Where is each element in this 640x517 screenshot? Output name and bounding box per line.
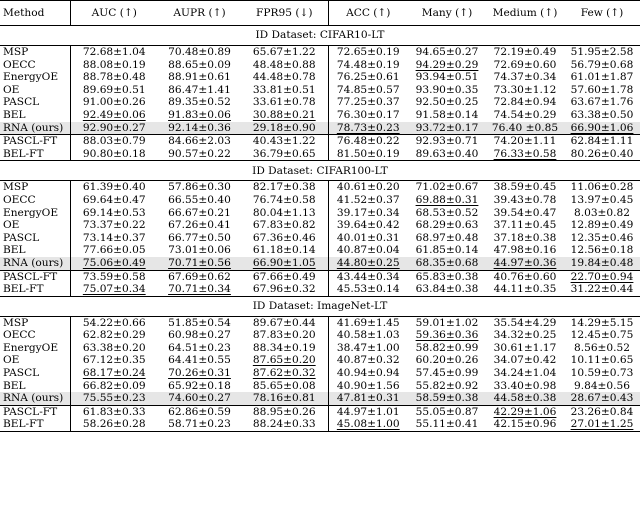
- value-cell: 11.06±0.28: [570, 181, 634, 194]
- value-cell: 40.61±0.20: [328, 181, 408, 194]
- value-cell: 44.48±0.78: [252, 71, 316, 84]
- value-cell: 71.02±0.67: [415, 181, 479, 194]
- value-cell: 8.56±0.52: [573, 341, 631, 354]
- value-cell: 74.54±0.29: [493, 108, 557, 121]
- value-cell: 28.67±0.43: [564, 392, 640, 405]
- header-many: Many (↑): [408, 1, 486, 26]
- value-cell: 72.69±0.60: [493, 58, 557, 71]
- value-cell: 88.91±0.61: [168, 71, 231, 84]
- value-cell: 59.36±0.36: [415, 329, 479, 342]
- header-few: Few (↑): [564, 1, 640, 26]
- table-body: [0, 26, 640, 432]
- value-cell: 8.03±0.82: [573, 206, 631, 219]
- value-cell: 34.24±1.04: [493, 367, 557, 380]
- value-cell: 75.55±0.23: [70, 392, 158, 405]
- value-cell: 87.83±0.20: [252, 329, 316, 342]
- value-cell: 61.83±0.33: [70, 405, 158, 418]
- value-cell: 87.65±0.20: [252, 354, 316, 367]
- header-auc: AUC (↑): [70, 1, 158, 26]
- table-row: [0, 96, 640, 109]
- method-cell: PASCL-FT: [0, 135, 70, 148]
- value-cell: 27.01±1.25: [564, 418, 640, 431]
- value-cell: 47.98±0.16: [493, 244, 557, 257]
- value-cell: 35.54±4.29: [493, 316, 557, 329]
- section-header-row: [0, 161, 640, 181]
- value-cell: 30.61±1.17: [493, 341, 557, 354]
- table-row: [0, 367, 640, 380]
- value-cell: 92.14±0.36: [158, 122, 241, 135]
- value-cell: 55.82±0.92: [415, 379, 479, 392]
- table-row: [0, 219, 640, 232]
- value-cell: 73.30±1.12: [493, 83, 557, 96]
- method-cell: PASCL: [3, 367, 40, 380]
- value-cell: 40.01±0.31: [328, 232, 408, 245]
- value-cell: 54.22±0.66: [70, 316, 158, 329]
- value-cell: 23.26±0.84: [564, 405, 640, 418]
- method-cell: BEL: [3, 379, 26, 392]
- value-cell: 59.01±1.02: [415, 316, 479, 329]
- header-aupr: AUPR (↑): [158, 1, 241, 26]
- value-cell: 55.05±0.87: [408, 405, 486, 418]
- method-cell: OECC: [3, 193, 36, 206]
- value-cell: 67.66±0.49: [241, 270, 328, 283]
- value-cell: 87.62±0.32: [252, 367, 316, 380]
- value-cell: 74.20±1.11: [486, 135, 564, 148]
- value-cell: 75.07±0.34: [70, 283, 158, 296]
- value-cell: 33.40±0.98: [493, 379, 557, 392]
- value-cell: 72.84±0.94: [493, 96, 557, 109]
- value-cell: 63.38±0.50: [570, 108, 634, 121]
- value-cell: 66.67±0.21: [168, 206, 231, 219]
- value-cell: 78.16±0.81: [241, 392, 328, 405]
- method-cell: RNA (ours): [0, 122, 70, 135]
- value-cell: 64.51±0.23: [168, 341, 231, 354]
- value-cell: 44.97±1.01: [328, 405, 408, 418]
- value-cell: 33.81±0.51: [252, 83, 316, 96]
- value-cell: 69.64±0.47: [70, 194, 158, 207]
- value-cell: 67.83±0.82: [252, 219, 316, 232]
- value-cell: 74.48±0.19: [328, 59, 408, 72]
- value-cell: 39.54±0.47: [493, 206, 557, 219]
- table-row: [0, 354, 640, 367]
- value-cell: 62.82±0.29: [70, 329, 158, 342]
- value-cell: 78.73±0.23: [328, 122, 408, 135]
- value-cell: 64.41±0.55: [168, 354, 231, 367]
- value-cell: 58.82±0.99: [415, 341, 479, 354]
- header-method: Method: [0, 1, 70, 26]
- value-cell: 41.69±1.45: [328, 316, 408, 329]
- header-fpr95: FPR95 (↓): [241, 1, 328, 26]
- value-cell: 39.43±0.78: [493, 193, 557, 206]
- value-cell: 67.69±0.62: [158, 270, 241, 283]
- value-cell: 91.00±0.26: [70, 96, 158, 109]
- method-cell: BEL: [3, 108, 26, 121]
- value-cell: 43.44±0.34: [328, 270, 408, 283]
- value-cell: 68.29±0.63: [415, 219, 479, 232]
- value-cell: 92.90±0.27: [70, 122, 158, 135]
- method-cell: BEL: [3, 244, 26, 257]
- method-cell: BEL-FT: [0, 418, 70, 431]
- table-row: [0, 329, 640, 342]
- table-row: [0, 392, 640, 405]
- value-cell: 77.66±0.05: [70, 244, 158, 257]
- table-row: [0, 405, 640, 418]
- value-cell: 44.11±0.35: [493, 283, 557, 296]
- value-cell: 89.69±0.51: [70, 84, 158, 97]
- method-cell: BEL-FT: [3, 147, 44, 160]
- value-cell: 89.35±0.52: [168, 96, 231, 109]
- table-row: [0, 135, 640, 148]
- method-cell: PASCL-FT: [0, 405, 70, 418]
- value-cell: 72.65±0.19: [328, 46, 408, 59]
- value-cell: 80.04±1.13: [252, 206, 316, 219]
- table-row: [0, 270, 640, 283]
- value-cell: 38.59±0.45: [493, 181, 557, 194]
- value-cell: 77.25±0.37: [328, 96, 408, 109]
- value-cell: 40.58±1.03: [328, 329, 408, 342]
- value-cell: 62.84±1.11: [564, 135, 640, 148]
- method-cell: OE: [3, 83, 20, 96]
- method-cell: MSP: [3, 181, 29, 194]
- value-cell: 76.30±0.17: [328, 109, 408, 122]
- section-header-row: [0, 296, 640, 316]
- value-cell: 51.95±2.58: [570, 46, 634, 58]
- method-cell: EnergyOE: [3, 71, 59, 84]
- table-row: [0, 207, 640, 220]
- value-cell: 81.50±0.19: [328, 148, 408, 161]
- value-cell: 74.85±0.57: [328, 84, 408, 97]
- value-cell: 40.87±0.04: [328, 244, 408, 257]
- table-row: [0, 257, 640, 270]
- method-cell: PASCL: [3, 231, 40, 244]
- value-cell: 67.96±0.32: [252, 283, 316, 296]
- value-cell: 63.67±1.76: [570, 96, 634, 109]
- table-row: [0, 46, 640, 59]
- value-cell: 58.71±0.23: [158, 418, 241, 431]
- table-row: [0, 244, 640, 257]
- table-row: [0, 232, 640, 245]
- value-cell: 40.76±0.60: [486, 270, 564, 283]
- value-cell: 12.35±0.46: [570, 231, 634, 244]
- value-cell: 40.87±0.32: [328, 354, 408, 367]
- value-cell: 65.92±0.18: [168, 379, 231, 392]
- value-cell: 68.53±0.52: [415, 206, 479, 219]
- value-cell: 40.94±0.94: [328, 367, 408, 380]
- value-cell: 61.01±1.87: [570, 71, 634, 84]
- value-cell: 76.48±0.22: [328, 135, 408, 148]
- value-cell: 69.14±0.53: [70, 207, 158, 220]
- value-cell: 65.67±1.22: [252, 46, 316, 58]
- value-cell: 40.90±1.56: [328, 380, 408, 393]
- value-cell: 93.90±0.35: [415, 83, 479, 96]
- value-cell: 66.77±0.50: [168, 231, 231, 244]
- value-cell: 63.38±0.20: [70, 342, 158, 355]
- value-cell: 88.24±0.33: [241, 418, 328, 431]
- value-cell: 34.32±0.25: [493, 329, 557, 342]
- method-cell: PASCL: [3, 96, 40, 109]
- value-cell: 68.17±0.24: [70, 367, 158, 380]
- value-cell: 88.65±0.09: [168, 58, 231, 71]
- value-cell: 92.50±0.25: [415, 96, 479, 109]
- value-cell: 88.95±0.26: [241, 405, 328, 418]
- value-cell: 72.68±1.04: [70, 46, 158, 59]
- value-cell: 82.17±0.38: [252, 181, 316, 194]
- value-cell: 70.71±0.34: [168, 283, 231, 296]
- section-header-row: [0, 26, 640, 46]
- value-cell: 74.37±0.34: [493, 71, 557, 84]
- method-cell: OECC: [3, 329, 36, 342]
- table-row: [0, 148, 640, 161]
- header-medium: Medium (↑): [486, 1, 564, 26]
- value-cell: 94.29±0.29: [415, 58, 479, 71]
- header-acc: ACC (↑): [328, 1, 408, 26]
- value-cell: 88.34±0.19: [252, 341, 316, 354]
- value-cell: 51.85±0.54: [168, 316, 231, 329]
- value-cell: 33.61±0.78: [252, 96, 316, 109]
- value-cell: 13.97±0.45: [570, 193, 634, 206]
- value-cell: 70.48±0.89: [168, 46, 231, 58]
- value-cell: 63.84±0.38: [415, 283, 479, 296]
- value-cell: 72.19±0.49: [493, 46, 557, 58]
- value-cell: 44.58±0.38: [486, 392, 564, 405]
- value-cell: 85.65±0.08: [252, 379, 316, 392]
- value-cell: 70.26±0.31: [168, 367, 231, 380]
- table-row: [0, 181, 640, 194]
- value-cell: 36.79±0.65: [252, 147, 316, 160]
- value-cell: 76.74±0.58: [252, 193, 316, 206]
- table-row: [0, 71, 640, 84]
- method-cell: PASCL-FT: [0, 270, 70, 283]
- value-cell: 60.98±0.27: [168, 329, 231, 342]
- value-cell: 94.65±0.27: [415, 46, 479, 58]
- value-cell: 14.29±5.15: [570, 316, 634, 329]
- value-cell: 62.86±0.59: [158, 405, 241, 418]
- value-cell: 65.83±0.38: [408, 270, 486, 283]
- value-cell: 76.25±0.61: [328, 71, 408, 84]
- value-cell: 89.63±0.40: [415, 147, 479, 160]
- table-row: [0, 283, 640, 296]
- table-row: [0, 194, 640, 207]
- value-cell: 55.11±0.41: [408, 418, 486, 431]
- value-cell: 68.97±0.48: [415, 231, 479, 244]
- value-cell: 30.88±0.21: [252, 108, 316, 121]
- value-cell: 22.70±0.94: [564, 270, 640, 283]
- value-cell: 37.18±0.38: [493, 231, 557, 244]
- value-cell: 10.11±0.65: [570, 354, 634, 367]
- method-cell: MSP: [3, 316, 29, 329]
- value-cell: 90.80±0.18: [70, 148, 158, 161]
- value-cell: 47.81±0.31: [328, 392, 408, 405]
- value-cell: 40.43±1.22: [241, 135, 328, 148]
- table-row: [0, 342, 640, 355]
- value-cell: 58.59±0.38: [408, 392, 486, 405]
- value-cell: 76.33±0.58: [493, 147, 557, 160]
- value-cell: 56.79±0.68: [570, 58, 634, 71]
- value-cell: 88.03±0.79: [70, 135, 158, 148]
- value-cell: 39.17±0.34: [328, 207, 408, 220]
- table-row: [0, 84, 640, 97]
- value-cell: 42.29±1.06: [486, 405, 564, 418]
- value-cell: 9.84±0.56: [573, 379, 631, 392]
- value-cell: 88.78±0.48: [70, 71, 158, 84]
- value-cell: 73.01±0.06: [168, 244, 231, 257]
- value-cell: 91.58±0.14: [415, 108, 479, 121]
- value-cell: 57.60±1.78: [570, 83, 634, 96]
- value-cell: 93.72±0.17: [408, 122, 486, 135]
- value-cell: 60.20±0.26: [415, 354, 479, 367]
- value-cell: 86.47±1.41: [168, 83, 231, 96]
- value-cell: 90.57±0.22: [168, 147, 231, 160]
- value-cell: 67.26±0.41: [168, 219, 231, 232]
- method-cell: OE: [3, 219, 20, 232]
- method-cell: RNA (ours): [0, 392, 70, 405]
- value-cell: 10.59±0.73: [570, 367, 634, 380]
- value-cell: 66.90±1.05: [241, 257, 328, 270]
- value-cell: 39.64±0.42: [328, 219, 408, 232]
- value-cell: 80.26±0.40: [570, 147, 634, 160]
- value-cell: 66.55±0.40: [168, 193, 231, 206]
- value-cell: 84.66±2.03: [158, 135, 241, 148]
- table-row: [0, 109, 640, 122]
- value-cell: 66.82±0.09: [70, 380, 158, 393]
- value-cell: 12.89±0.49: [570, 219, 634, 232]
- value-cell: 93.94±0.51: [415, 71, 479, 84]
- value-cell: 73.59±0.58: [70, 270, 158, 283]
- value-cell: 67.12±0.35: [70, 354, 158, 367]
- value-cell: 29.18±0.90: [241, 122, 328, 135]
- value-cell: 34.07±0.42: [493, 354, 557, 367]
- value-cell: 70.71±0.56: [158, 257, 241, 270]
- value-cell: 44.80±0.25: [328, 257, 408, 270]
- table-row: [0, 122, 640, 135]
- table-row: [0, 316, 640, 329]
- method-cell: BEL-FT: [3, 283, 44, 296]
- value-cell: 58.26±0.28: [70, 418, 158, 431]
- value-cell: 41.52±0.37: [328, 194, 408, 207]
- value-cell: 67.36±0.46: [252, 231, 316, 244]
- value-cell: 61.85±0.14: [415, 244, 479, 257]
- value-cell: 44.97±0.36: [486, 257, 564, 270]
- method-cell: OECC: [3, 58, 36, 71]
- value-cell: 42.15±0.96: [486, 418, 564, 431]
- table-row: [0, 380, 640, 393]
- method-cell: MSP: [3, 46, 29, 58]
- value-cell: 61.39±0.40: [70, 181, 158, 194]
- value-cell: 91.83±0.06: [168, 108, 231, 121]
- value-cell: 57.45±0.99: [415, 367, 479, 380]
- value-cell: 73.14±0.37: [70, 232, 158, 245]
- value-cell: 45.08±1.00: [328, 418, 408, 431]
- value-cell: 57.86±0.30: [168, 181, 231, 194]
- value-cell: 61.18±0.14: [252, 244, 316, 257]
- method-cell: RNA (ours): [0, 257, 70, 270]
- value-cell: 92.93±0.71: [408, 135, 486, 148]
- header-row: [0, 1, 640, 26]
- value-cell: 89.67±0.44: [252, 316, 316, 329]
- value-cell: 31.22±0.44: [570, 283, 634, 296]
- value-cell: 75.06±0.49: [70, 257, 158, 270]
- value-cell: 88.08±0.19: [70, 59, 158, 72]
- section-title: ID Dataset: CIFAR100-LT: [0, 161, 640, 181]
- table-row: [0, 59, 640, 72]
- method-cell: OE: [3, 354, 20, 367]
- value-cell: 45.53±0.14: [328, 283, 408, 296]
- value-cell: 37.11±0.45: [493, 219, 557, 232]
- value-cell: 92.49±0.06: [70, 109, 158, 122]
- method-cell: EnergyOE: [3, 206, 59, 219]
- value-cell: 69.88±0.31: [415, 193, 479, 206]
- value-cell: 12.56±0.18: [570, 244, 634, 257]
- value-cell: 74.60±0.27: [158, 392, 241, 405]
- value-cell: 12.45±0.75: [570, 329, 634, 342]
- value-cell: 48.48±0.88: [252, 58, 316, 71]
- table-row: [0, 418, 640, 431]
- method-cell: EnergyOE: [3, 341, 59, 354]
- value-cell: 73.37±0.22: [70, 219, 158, 232]
- section-title: ID Dataset: ImageNet-LT: [0, 296, 640, 316]
- section-title: ID Dataset: CIFAR10-LT: [0, 26, 640, 46]
- value-cell: 68.35±0.68: [408, 257, 486, 270]
- value-cell: 66.90±1.06: [564, 122, 640, 135]
- value-cell: 19.84±0.48: [564, 257, 640, 270]
- value-cell: 38.47±1.00: [328, 342, 408, 355]
- value-cell: 76.40 ±0.85: [486, 122, 564, 135]
